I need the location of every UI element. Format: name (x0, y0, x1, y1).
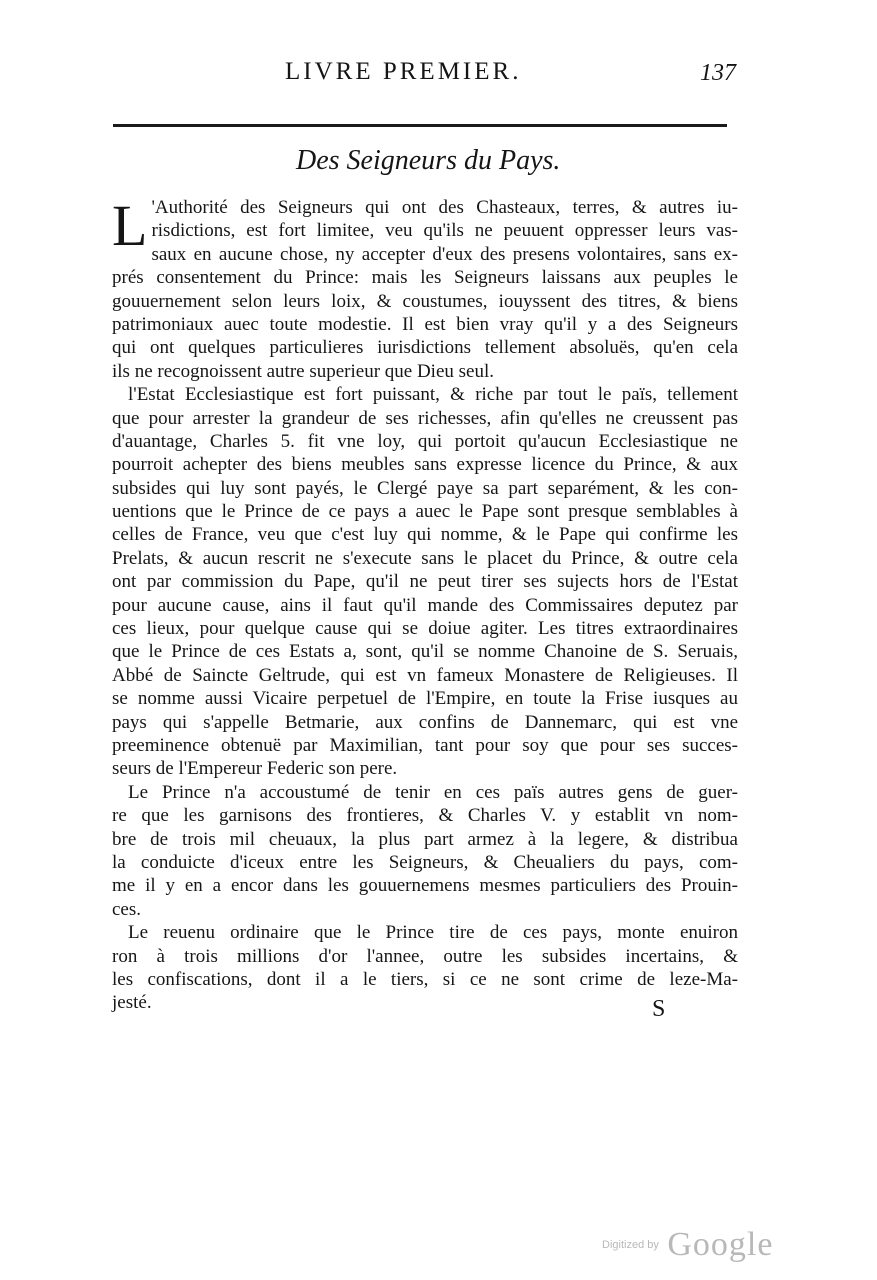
text-line: que pour arrester la grandeur de ses richesses, afin qu'elles ne creussent pas (112, 407, 738, 429)
paragraph-3 (112, 781, 738, 921)
text-line: ils ne recognoissent autre superieur que Dieu seul. (112, 360, 494, 382)
text-line: saux en aucune chose, ny accepter d'eux des presens volontaires, sans ex- (151, 243, 738, 265)
text-line: bre de trois mil cheuaux, la plus part armez à la legere, & distribua (112, 828, 738, 850)
drop-cap: L (112, 193, 148, 258)
section-title: Des Seigneurs du Pays. (296, 145, 561, 176)
text-line: celles de France, veu que c'est luy qui nomme, & le Pape qui confirme les (112, 524, 738, 546)
text-line: patrimoniaux auec toute modestie. Il est bien vray qu'il y a des Seigneurs (112, 313, 738, 335)
paragraph-2 (112, 383, 738, 781)
digitized-watermark (602, 1226, 773, 1264)
text-line: qui ont quelques particulieres iurisdictions tellement absoluës, qu'en cela (112, 337, 738, 359)
text-line: l'Estat Ecclesiastique est fort puissant, & riche par tout le païs, tellement (128, 384, 738, 406)
google-logo: Google (667, 1226, 774, 1263)
watermark-caption: Digitized by (602, 1239, 659, 1251)
text-line: d'auantage, Charles 5. fit vne loy, qui portoit qu'aucun Ecclesiastique ne (112, 430, 738, 452)
text-line: pays qui s'appelle Betmarie, aux confins de Dannemarc, qui est vne (112, 711, 738, 733)
page-number: 137 (700, 60, 736, 86)
text-line: me il y en a encor dans les gouuernemens mesmes particuliers des Prouin- (112, 875, 738, 897)
text-line: ces lieux, pour quelque cause qui se doiue agiter. Les titres extraordinaires (112, 618, 738, 640)
text-line: re que les garnisons des frontieres, & Charles V. y establit vn nom- (112, 805, 738, 827)
text-line: pourroit achepter des biens meubles sans expresse licence du Prince, & aux (112, 454, 738, 476)
text-line: les confiscations, dont il a le tiers, si ce ne sont crime de leze-Ma- (112, 968, 738, 990)
signature-mark: S (652, 996, 666, 1022)
text-line: ces. (112, 898, 142, 920)
header-rule (113, 124, 727, 127)
text-line: Le Prince n'a accoustumé de tenir en ces païs autres gens de guer- (128, 781, 738, 803)
text-line: que le Prince de ces Estats a, sont, qu'il se nomme Chanoine de S. Seruais, (112, 641, 738, 663)
text-line: gouuernement selon leurs loix, & coustumes, iouyssent des titres, & biens (112, 290, 738, 312)
text-line: 'Authorité des Seigneurs qui ont des Chasteaux, terres, & autres iu- (151, 197, 738, 218)
text-line: risdictions, est fort limitee, veu qu'ils ne peuuent oppresser leurs vas- (151, 220, 738, 242)
text-line: jesté. (112, 992, 152, 1014)
text-line: seurs de l'Empereur Federic son pere. (112, 758, 398, 780)
text-line: subsides qui luy sont payés, le Clergé paye sa part separément, & les con- (112, 477, 738, 499)
text-line: Prelats, & aucun rescrit ne s'execute sans le placet du Prince, & outre cela (112, 547, 738, 569)
body-text (112, 193, 738, 1015)
text-line: se nomme aussi Vicaire perpetuel de l'Empire, en toute la Frise iusques au (112, 688, 738, 710)
text-line: uentions que le Prince de ce pays a auec le Pape sont presque semblables à (112, 501, 738, 523)
text-line: ron à trois millions d'or l'annee, outre les subsides incertains, & (112, 945, 738, 967)
text-line: ont par commission du Pape, qu'il ne peut tirer ses sujects hors de l'Estat (112, 571, 738, 593)
text-line: pour aucune cause, ains il faut qu'il mande des Commissaires deputez par (112, 594, 738, 616)
paragraph-4 (112, 921, 738, 1015)
text-line: prés consentement du Prince: mais les Seigneurs laissans aux peuples le (112, 267, 738, 289)
paragraph-1 (112, 193, 738, 383)
running-head: LIVRE PREMIER. (285, 58, 522, 85)
text-line: preeminence obtenuë par Maximilian, tant pour soy que pour ses succes- (112, 734, 738, 756)
text-line: la conduicte d'iceux entre les Seigneurs, & Cheualiers du pays, com- (112, 851, 738, 873)
text-line: Abbé de Saincte Geltrude, qui est vn fameux Monastere de Religieuses. Il (112, 664, 738, 686)
text-line: Le reuenu ordinaire que le Prince tire de ces pays, monte enuiron (128, 922, 738, 944)
